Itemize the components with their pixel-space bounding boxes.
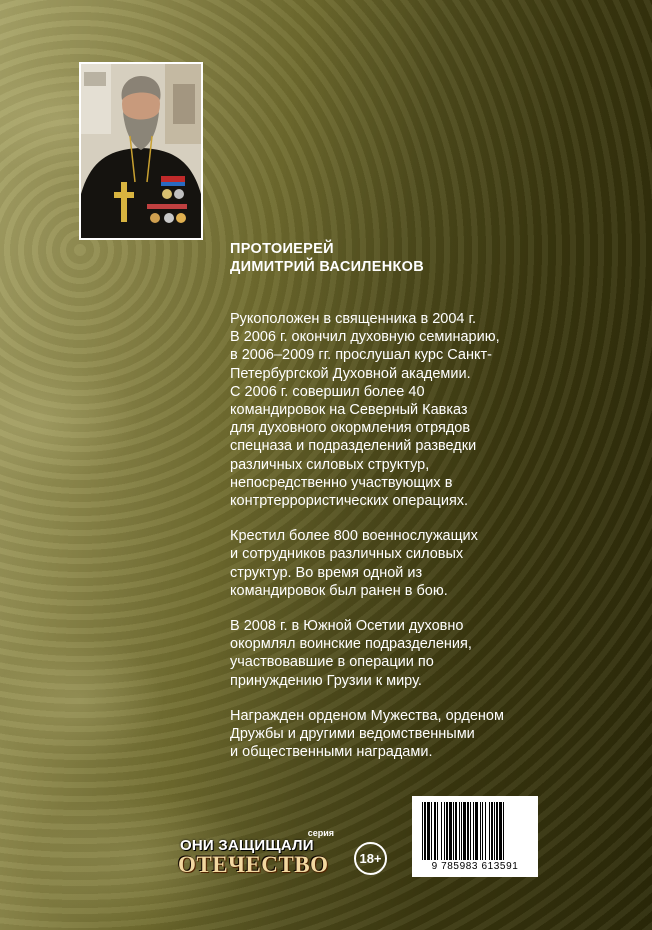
bio-paragraph-4: Награжден орденом Мужества, орденом Дружбы и другими ведомственными и общественными наградами. (230, 707, 504, 761)
barcode-icon (420, 802, 530, 860)
isbn-digits: 9 785983 613591 (431, 861, 519, 872)
bio-paragraph-2: Крестил более 800 военнослужащих и сотрудников различных силовых структур. Во время одной из командировок был ранен в бою. (230, 528, 478, 599)
author-title: ПРОТОИЕРЕЙ (230, 241, 334, 257)
author-name: ДИМИТРИЙ ВАСИЛЕНКОВ (230, 259, 425, 275)
series-title-line2: ОТЕЧЕСТВО (178, 852, 329, 877)
author-bio-block (230, 240, 550, 778)
author-portrait-icon (81, 64, 201, 238)
series-logo (176, 828, 336, 880)
isbn-barcode (412, 796, 538, 877)
series-label: серия (307, 828, 334, 838)
series-title-line1: ОНИ ЗАЩИЩАЛИ (180, 837, 314, 854)
bio-paragraph-3: В 2008 г. в Южной Осетии духовно окормлял воинские подразделения, участвовавшие в операции по принуждению Грузии к миру. (230, 618, 472, 689)
author-photo (79, 62, 203, 240)
bio-paragraph-1: Рукоположен в священника в 2004 г. В 2006 г. окончил духовную семинарию, в 2006–2009 гг. прослушал курс Санкт- Петербургской Духовной академии. С 2006 г. совершил более 40 командировок на Северный Кавказ для духовного окормления отрядов спецназа и подразделений разведки различных силовых структур, непосредственно участвующих в контртеррористических операциях. (230, 311, 500, 510)
age-rating-badge: 18+ (354, 842, 387, 875)
